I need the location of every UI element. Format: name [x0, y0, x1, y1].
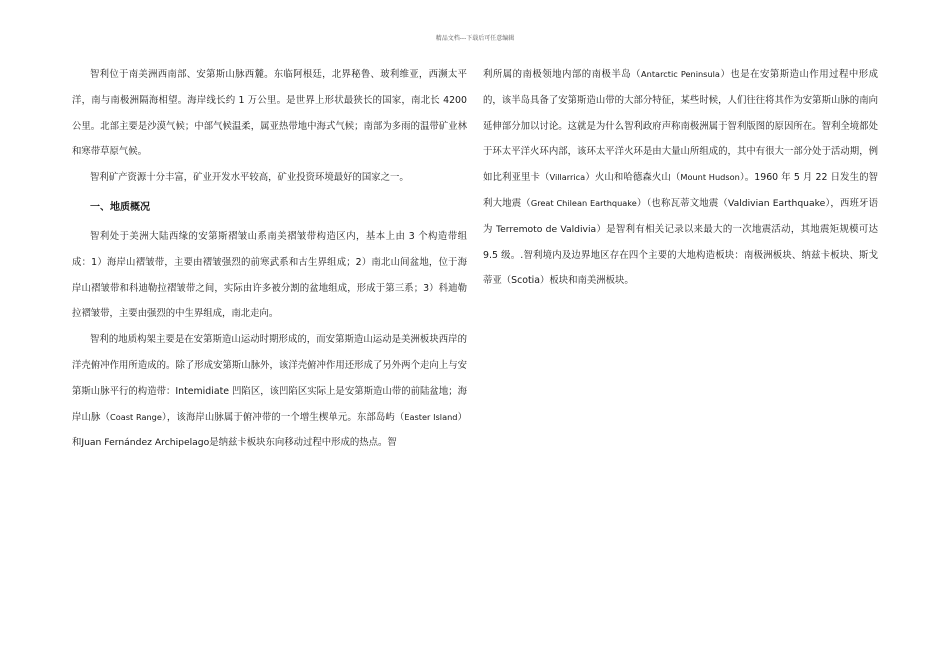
paragraph-antarctic-ring-of-fire	[483, 62, 878, 294]
term-great-chilean-earthquake: Great Chilean Earthquake	[530, 197, 637, 208]
text-run: ），该海岸山脉属于俯冲带的一个增生楔单元。东部岛屿（	[161, 411, 405, 423]
text-run: 是纳兹卡板块东向移动过程中形成的热点。智	[209, 437, 397, 449]
term-antarctic-peninsula: Antarctic Peninsula	[641, 69, 720, 79]
page-header: 精品文档---下载后可任意编辑	[435, 35, 515, 42]
term-coast-range: Coast Range	[110, 411, 162, 422]
term-terremoto-de-valdivia: Terremoto de Valdivia	[496, 223, 597, 235]
term-villarrica: Villarrica	[549, 172, 586, 183]
text-run: ）火山和哈德森火山（	[585, 172, 681, 184]
section-heading-geology: 一、地质概况	[90, 201, 150, 213]
term-juan-fernandez: Juan Fernández Archipelago	[81, 437, 210, 449]
text-run: 利所属的南极领地内部的南极半岛（	[483, 69, 642, 80]
term-easter-island: Easter Island	[404, 411, 458, 422]
left-column	[72, 62, 467, 456]
text-run: 智利的地质构架主要是在安第斯造山运动时期形成的，而安第斯造山运动是美洲板块西岸的洋壳俯冲作用所造成的。除了形成安第斯山脉外，该洋壳俯冲作用还形成了另外两个走向上与安第斯山脉平行的构造带：Intemidiate 凹陷区，该凹陷区实际上是安第斯造山带的前陆盆地；海岸山脉（	[72, 334, 467, 423]
term-valdivian-earthquake: Valdivian Earthquake	[728, 197, 826, 209]
paragraph-mining: 智利矿产资源十分丰富，矿业开发水平较高，矿业投资环境最好的国家之一。	[90, 172, 409, 184]
right-column	[483, 62, 878, 294]
text-run: ）（也称瓦蒂文地震（	[636, 197, 728, 209]
text-run: ）也是在安第斯造山作用过程中形成的，该半岛具备了安第斯造山带的大部分特征，某些时候，人们往往将其作为安第斯山脉的南向延伸部分加以讨论。这就是为什么智利政府声称南极洲属于智利版图的原因所在。智利全境都处于环太平洋火环内部，该环太平洋火环是由大量山所组成的，其中有很大一部分处于活动期，例如比利亚里卡（	[483, 69, 878, 184]
paragraph-overview: 智利位于南美洲西南部、安第斯山脉西麓。东临阿根廷，北界秘鲁、玻利维亚，西濒太平洋，南与南极洲隔海相望。海岸线长约 1 万公里。是世界上形状最狭长的国家，南北长 4200 公里。北部主要是沙漠气候；中部气候温柔，属亚热带地中海式气候；南部为多雨的温带矿业林和寒带草原气候。	[72, 69, 467, 158]
paragraph-tectonic-belts: 智利处于美洲大陆西缘的安第斯褶皱山系南美褶皱带构造区内，基本上由 3 个构造带组成：1）海岸山褶皱带，主要由褶皱强烈的前寒武系和古生界组成；2）南北山间盆地，位于海岸山褶皱带和科迪勒拉褶皱带之间，实际由许多被分割的盆地组成，形成于第三系；3）科迪勒拉褶皱带，主要由强烈的中生界组成，南北走向。	[72, 230, 467, 320]
text-run: ）是智利有相关记录以来最大的一次地震活动，其地震矩规模可达 9.5 级。.智利境内及边界地区存在四个主要的大地构造板块：南极洲板块、纳兹卡板块、斯戈蒂亚（Scotia）板块和南美洲板块。	[483, 223, 878, 287]
text-run: ），西班牙语为	[483, 197, 878, 235]
text-run: ）和	[72, 411, 467, 449]
term-mount-hudson: Mount Hudson	[680, 172, 740, 183]
text-run: ）。1960 年 5 月 22 日发生的智利大地震（	[483, 172, 878, 209]
paragraph-andean-orogeny	[72, 327, 467, 456]
